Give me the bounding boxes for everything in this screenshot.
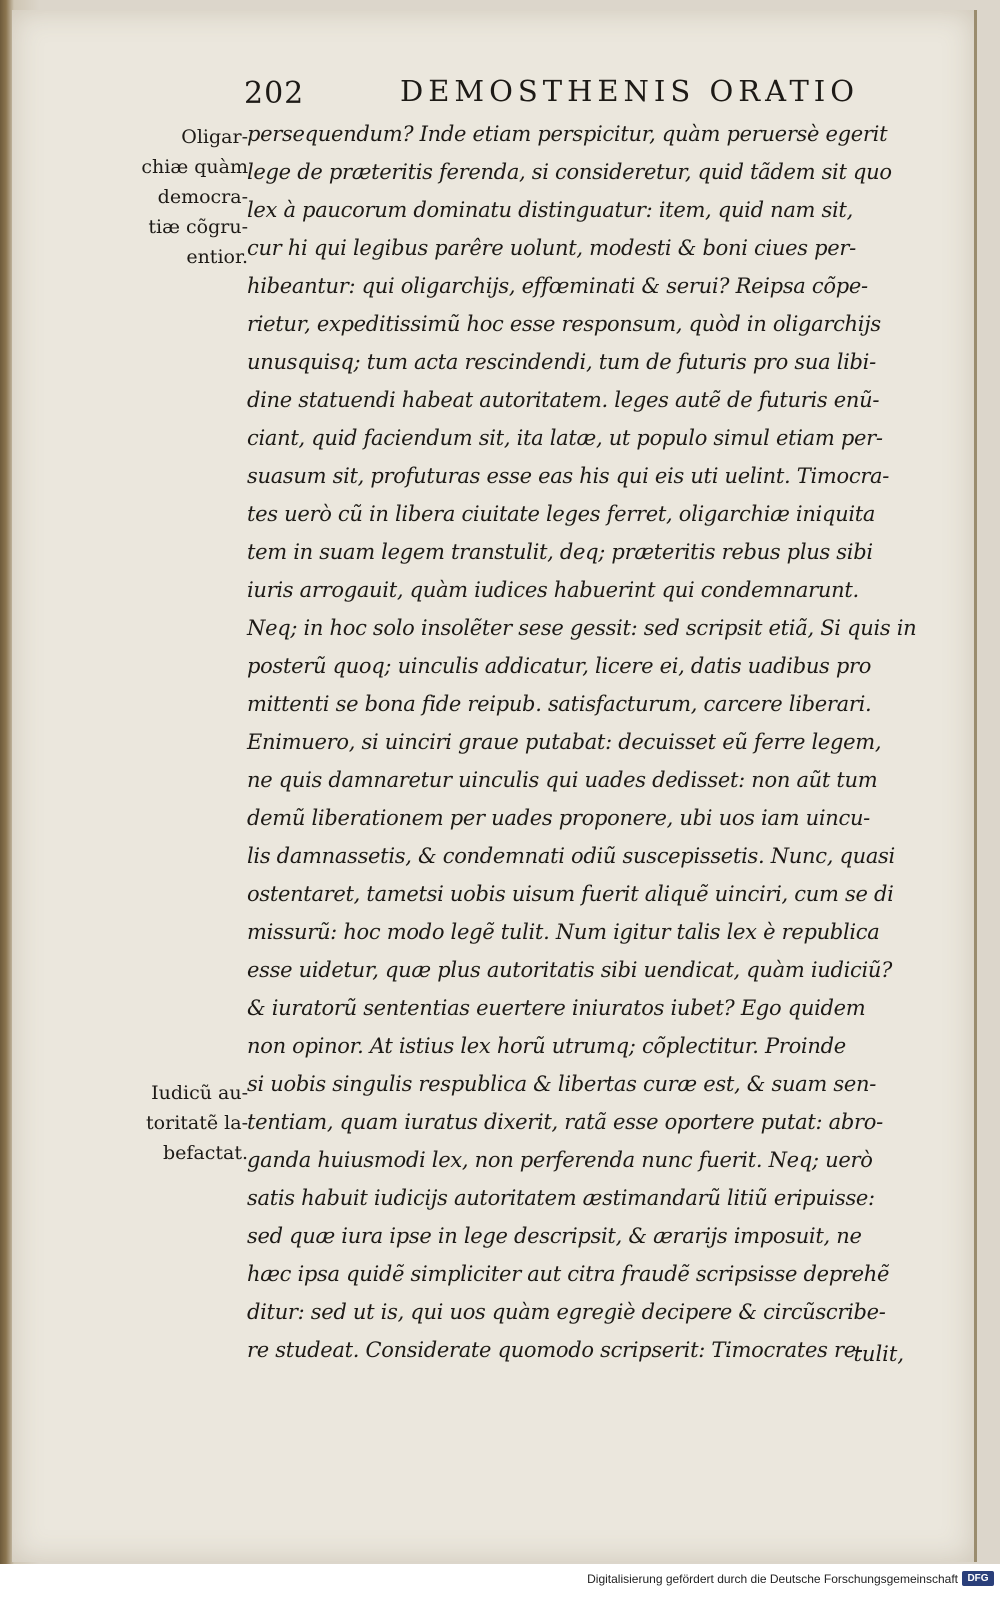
catchword: tulit, [853,1342,904,1366]
body-text-line: re studeat. Considerate quomodo scripserit: Timocrates re- [247,1338,863,1362]
body-text-line: hibeantur: qui oligarchijs, effœminati & serui? Reipsa cõpe- [247,274,868,298]
margin-note-line: entior. [186,246,248,268]
body-text-line: cur hi qui legibus parêre uolunt, modesti & boni ciues per- [247,236,856,260]
body-text-line: Neq; in hoc solo insolẽter sese gessit: sed scripsit etiã, Si quis in [247,616,917,640]
margin-note-line: toritatẽ la- [146,1112,248,1134]
margin-note-line: tiæ cõgru- [148,216,248,238]
body-text-line: ditur: sed ut is, qui uos quàm egregiè decipere & circũscribe- [247,1300,886,1324]
page-number: 202 [244,76,305,111]
body-text-line: ganda huiusmodi lex, non perferenda nunc fuerit. Neq; uerò [247,1148,873,1172]
book-page [12,10,977,1562]
body-text-line: suasum sit, profuturas esse eas his qui eis uti uelint. Timocra- [247,464,890,488]
dfg-logo-icon: DFG [962,1571,994,1586]
body-text-line: iuris arrogauit, quàm iudices habuerint qui condemnarunt. [247,578,859,602]
body-text-line: lege de præteritis ferenda, si consideretur, quid tãdem sit quo [247,160,892,184]
body-text-line: tentiam, quam iuratus dixerit, ratã esse oportere putat: abro- [247,1110,883,1134]
body-text-line: lex à paucorum dominatu distinguatur: item, quid nam sit, [247,198,853,222]
body-text-line: demũ liberationem per uades proponere, ubi uos iam uincu- [247,806,870,830]
body-text-line: dine statuendi habeat autoritatem. leges autẽ de futuris enũ- [247,388,880,412]
margin-note-line: chiæ quàm [141,156,248,178]
body-text-line: esse uidetur, quæ plus autoritatis sibi uendicat, quàm iudiciũ? [247,958,893,982]
body-text-line: sed quæ iura ipse in lege descripsit, & ærarijs imposuit, ne [247,1224,862,1248]
body-text-line: ne quis damnaretur uinculis qui uades dedisset: non aũt tum [247,768,878,792]
body-text-line: tem in suam legem transtulit, deq; præteritis rebus plus sibi [247,540,873,564]
body-text-line: & iuratorũ sententias euertere iniuratos iubet? Ego quidem [247,996,866,1020]
body-text-line: ostentaret, tametsi uobis uisum fuerit aliquẽ uinciri, cum se di [247,882,894,906]
body-text-line: Enimuero, si uinciri graue putabat: decuisset eũ ferre legem, [247,730,882,754]
body-text-line: satis habuit iudicijs autoritatem æstimandarũ litiũ eripuisse: [247,1186,875,1210]
running-head [12,72,974,112]
body-text-line: tes uerò cũ in libera ciuitate leges ferret, oligarchiæ iniquita [247,502,876,526]
margin-note-oligarchy [108,122,248,272]
funding-credit: Digitalisierung gefördert durch die Deutsche Forschungsgemeinschaft [587,1572,958,1586]
body-text-line: posterũ quoq; uinculis addicatur, licere ei, datis uadibus pro [247,654,872,678]
body-text-line: persequendum? Inde etiam perspicitur, quàm peruersè egerit [247,122,888,146]
body-text-line: lis damnassetis, & condemnati odiũ suscepissetis. Nunc, quasi [247,844,895,868]
body-text-line: si uobis singulis respublica & libertas curæ est, & suam sen- [247,1072,877,1096]
body-text-line: mittenti se bona fide reipub. satisfacturum, carcere liberari. [247,692,872,716]
body-text-line: missurũ: hoc modo legẽ tulit. Num igitur talis lex è republica [247,920,880,944]
body-text-line: unusquisq; tum acta rescindendi, tum de futuris pro sua libi- [247,350,876,374]
margin-note-line: befactat. [162,1142,248,1164]
body-text-line: hæc ipsa quidẽ simpliciter aut citra fraudẽ scripsisse deprehẽ [247,1262,890,1286]
body-text-line: rietur, expeditissimũ hoc esse responsum, quòd in oligarchijs [247,312,881,336]
body-text-line: non opinor. At istius lex horũ utrumq; cõplectitur. Proinde [247,1034,846,1058]
margin-note-judicial-authority [108,1078,248,1168]
margin-note-line: Oligar- [181,126,248,148]
body-text-line: ciant, quid faciendum sit, ita latæ, ut populo simul etiam per- [247,426,883,450]
running-title: DEMOSTHENIS ORATIO [400,74,860,108]
footer-bar [0,1564,1000,1600]
margin-note-line: Iudicũ au- [151,1082,248,1104]
margin-note-line: democra- [157,186,248,208]
